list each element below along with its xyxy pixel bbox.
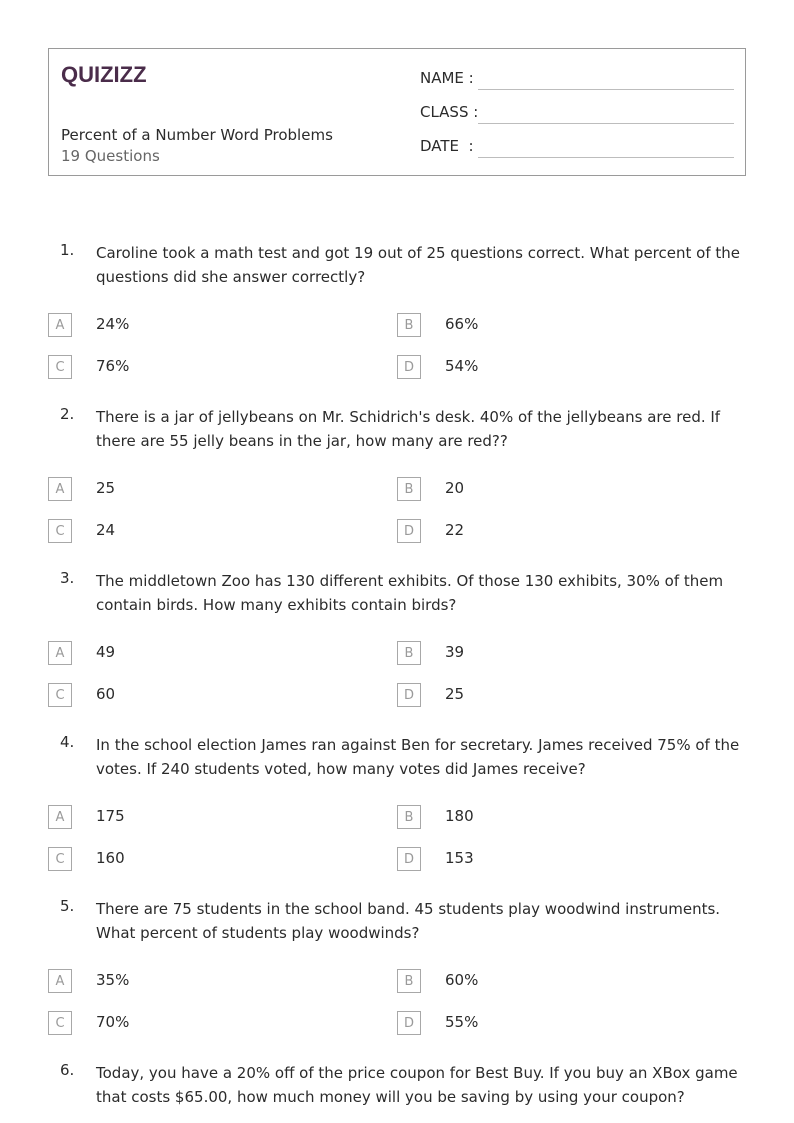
option-text: 160: [96, 849, 125, 867]
question-number: 6.: [60, 1061, 75, 1079]
class-label: CLASS :: [420, 103, 479, 121]
option-letter-box[interactable]: C: [48, 847, 72, 871]
question-text: There is a jar of jellybeans on Mr. Schidrich's desk. 40% of the jellybeans are red. If there are 55 jelly beans in the jar, how many are red??: [96, 408, 721, 450]
question-text: Today, you have a 20% off of the price coupon for Best Buy. If you buy an XBox game that costs $65.00, how much money will you be saving by using your coupon?: [96, 1064, 738, 1106]
class-field[interactable]: [420, 103, 734, 123]
option-text: 49: [96, 643, 116, 661]
option-text: 25: [96, 479, 116, 497]
option-letter-box[interactable]: A: [48, 477, 72, 501]
option-text: 54%: [445, 357, 479, 375]
worksheet-header: [48, 48, 746, 176]
option-text: 22: [445, 521, 465, 539]
option-letter-box[interactable]: B: [397, 313, 421, 337]
date-label: DATE :: [420, 137, 474, 155]
option-text: 39: [445, 643, 465, 661]
option-letter-box[interactable]: B: [397, 805, 421, 829]
option-letter-box[interactable]: C: [48, 683, 72, 707]
option-text: 60: [96, 685, 116, 703]
question-text: In the school election James ran against Ben for secretary. James received 75% of the votes. If 240 students voted, how many votes did James receive?: [96, 736, 740, 778]
question-text: The middletown Zoo has 130 different exhibits. Of those 130 exhibits, 30% of them contain birds. How many exhibits contain birds?: [96, 572, 724, 614]
option-letter-box[interactable]: C: [48, 1011, 72, 1035]
class-line[interactable]: [478, 123, 734, 124]
question-number: 3.: [60, 569, 75, 587]
option-letter-box[interactable]: A: [48, 969, 72, 993]
option-text: 76%: [96, 357, 130, 375]
date-line[interactable]: [478, 157, 734, 158]
name-label: NAME :: [420, 69, 474, 87]
option-letter-box[interactable]: B: [397, 477, 421, 501]
option-letter-box[interactable]: D: [397, 519, 421, 543]
option-text: 180: [445, 807, 474, 825]
name-field[interactable]: [420, 69, 734, 89]
date-field[interactable]: [420, 137, 734, 157]
option-letter-box[interactable]: B: [397, 969, 421, 993]
option-letter-box[interactable]: D: [397, 355, 421, 379]
quizizz-logo-mark: [61, 61, 151, 87]
option-text: 175: [96, 807, 125, 825]
question-text: There are 75 students in the school band. 45 students play woodwind instruments. What percent of students play woodwinds?: [96, 900, 721, 942]
question-text: Caroline took a math test and got 19 out of 25 questions correct. What percent of the questions did she answer correctly?: [96, 244, 740, 286]
quizizz-logo: [61, 61, 151, 87]
option-letter-box[interactable]: C: [48, 355, 72, 379]
worksheet-title: Percent of a Number Word Problems: [61, 126, 333, 144]
option-letter-box[interactable]: A: [48, 805, 72, 829]
option-text: 66%: [445, 315, 479, 333]
option-text: 55%: [445, 1013, 479, 1031]
option-letter-box[interactable]: A: [48, 641, 72, 665]
option-letter-box[interactable]: B: [397, 641, 421, 665]
option-text: 20: [445, 479, 465, 497]
question-number: 5.: [60, 897, 75, 915]
question-number: 4.: [60, 733, 75, 751]
question-number: 1.: [60, 241, 75, 259]
option-letter-box[interactable]: A: [48, 313, 72, 337]
question-count: 19 Questions: [61, 147, 160, 165]
option-letter-box[interactable]: D: [397, 1011, 421, 1035]
option-text: 25: [445, 685, 465, 703]
option-letter-box[interactable]: D: [397, 683, 421, 707]
option-text: 153: [445, 849, 474, 867]
option-letter-box[interactable]: D: [397, 847, 421, 871]
option-text: 35%: [96, 971, 130, 989]
option-text: 24%: [96, 315, 130, 333]
option-text: 60%: [445, 971, 479, 989]
option-text: 70%: [96, 1013, 130, 1031]
question-number: 2.: [60, 405, 75, 423]
name-line[interactable]: [478, 89, 734, 90]
option-letter-box[interactable]: C: [48, 519, 72, 543]
option-text: 24: [96, 521, 116, 539]
logo-text: QUIZIZZ: [61, 62, 147, 87]
